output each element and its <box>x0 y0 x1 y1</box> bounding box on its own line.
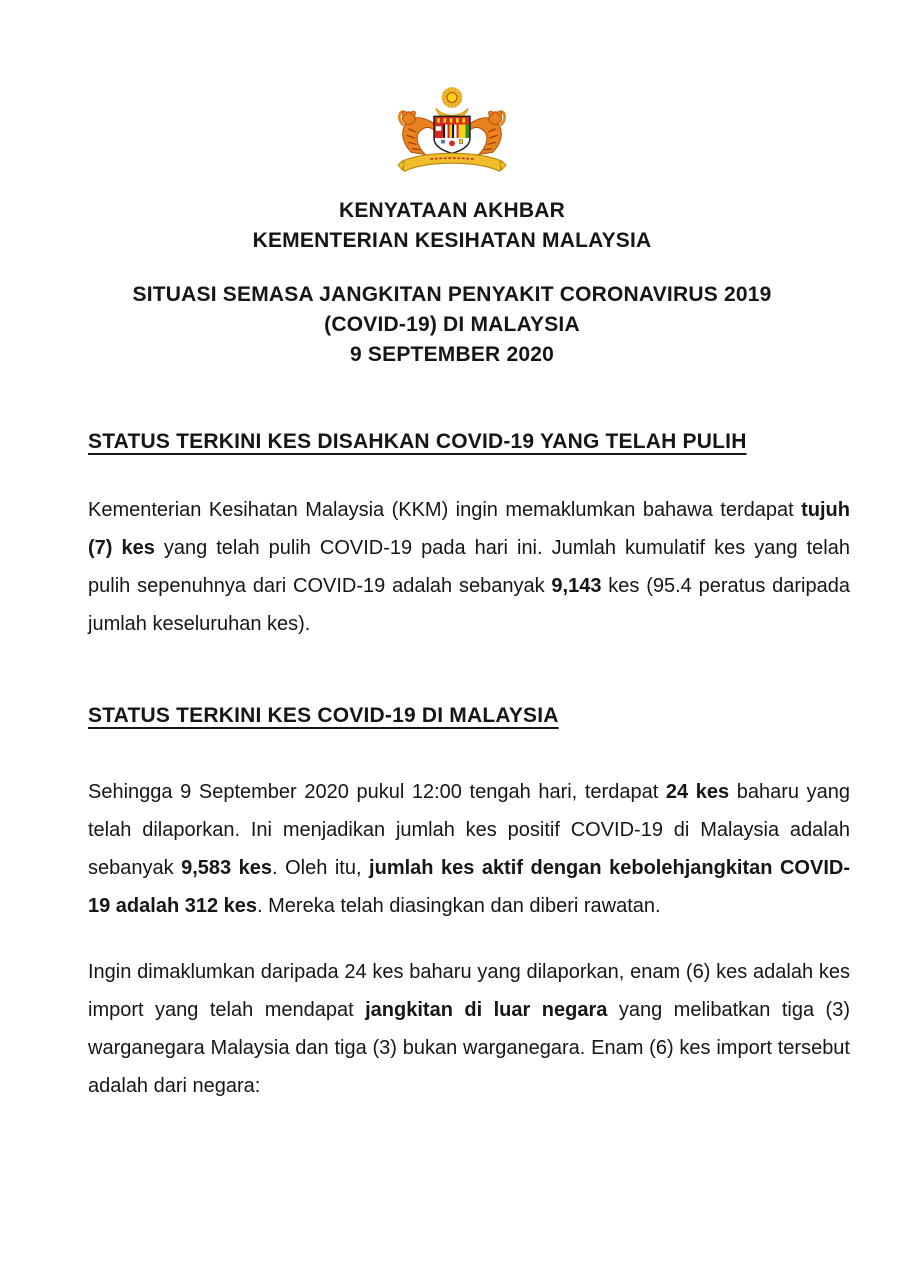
heading-text: STATUS TERKINI KES DISAHKAN COVID-19 YANG TELAH PULIH <box>88 430 747 453</box>
document-subtitle <box>0 280 904 370</box>
text-segment: . Mereka telah diasingkan dan diberi rawatan. <box>257 895 661 917</box>
text-segment: Kementerian Kesihatan Malaysia (KKM) ingin memaklumkan bahawa terdapat <box>88 499 802 521</box>
text-segment-bold: 24 kes <box>665 781 730 803</box>
paragraph-imported-cases <box>88 953 850 1105</box>
text-segment-bold: jumlah kes aktif dengan kebolehjangkitan COVID-19 adalah 312 kes <box>88 857 850 917</box>
paragraph-new-cases <box>88 773 850 925</box>
document-body <box>88 427 850 1105</box>
tiger-supporter-icon <box>399 111 434 154</box>
document-title <box>0 196 904 256</box>
text-segment: Ingin dimaklumkan daripada 24 kes baharu yang dilaporkan, enam (6) kes adalah kes import yang telah mendapat <box>88 961 850 1021</box>
heading-text: STATUS TERKINI KES COVID-19 DI MALAYSIA <box>88 704 559 727</box>
text-segment: Sehingga 9 September 2020 pukul 12:00 tengah hari, terdapat <box>88 781 666 803</box>
paragraph-recovered-cases <box>88 491 850 643</box>
text-segment: baharu yang telah dilaporkan. Ini menjadikan jumlah kes positif COVID-19 di Malaysia adalah sebanyak <box>88 781 850 879</box>
text-segment-bold: jangkitan di luar negara <box>365 999 608 1021</box>
subtitle-line: (COVID-19) DI MALAYSIA <box>324 313 580 336</box>
text-segment-bold: 9,143 <box>551 575 602 597</box>
subtitle-line: 9 SEPTEMBER 2020 <box>350 343 554 366</box>
federal-star-icon <box>442 87 462 107</box>
text-segment-bold: tujuh (7) kes <box>88 499 850 559</box>
title-line: KEMENTERIAN KESIHATAN MALAYSIA <box>252 229 652 252</box>
motto-scroll-icon <box>398 153 506 171</box>
text-segment-bold: 9,583 kes <box>181 857 273 879</box>
subtitle-line: SITUASI SEMASA JANGKITAN PENYAKIT CORONAVIRUS 2019 <box>132 283 772 306</box>
text-segment: yang melibatkan tiga (3) warganegara Malaysia dan tiga (3) bukan warganegara. Enam (6) kes import tersebut adalah dari negara: <box>88 999 850 1097</box>
shield-icon <box>434 116 470 153</box>
text-segment: kes (95.4 peratus daripada jumlah keseluruhan kes). <box>88 575 850 635</box>
tiger-supporter-icon <box>470 111 505 154</box>
text-segment: . Oleh itu, <box>272 857 370 879</box>
section-heading-recovered-cases <box>88 427 850 457</box>
text-segment: yang telah pulih COVID-19 pada hari ini. Jumlah kumulatif kes yang telah pulih sepenuhnya dari COVID-19 adalah sebanyak <box>88 537 850 597</box>
malaysia-coat-of-arms-icon <box>389 84 515 183</box>
title-line: KENYATAAN AKHBAR <box>338 199 566 222</box>
section-heading-current-status <box>88 701 850 731</box>
